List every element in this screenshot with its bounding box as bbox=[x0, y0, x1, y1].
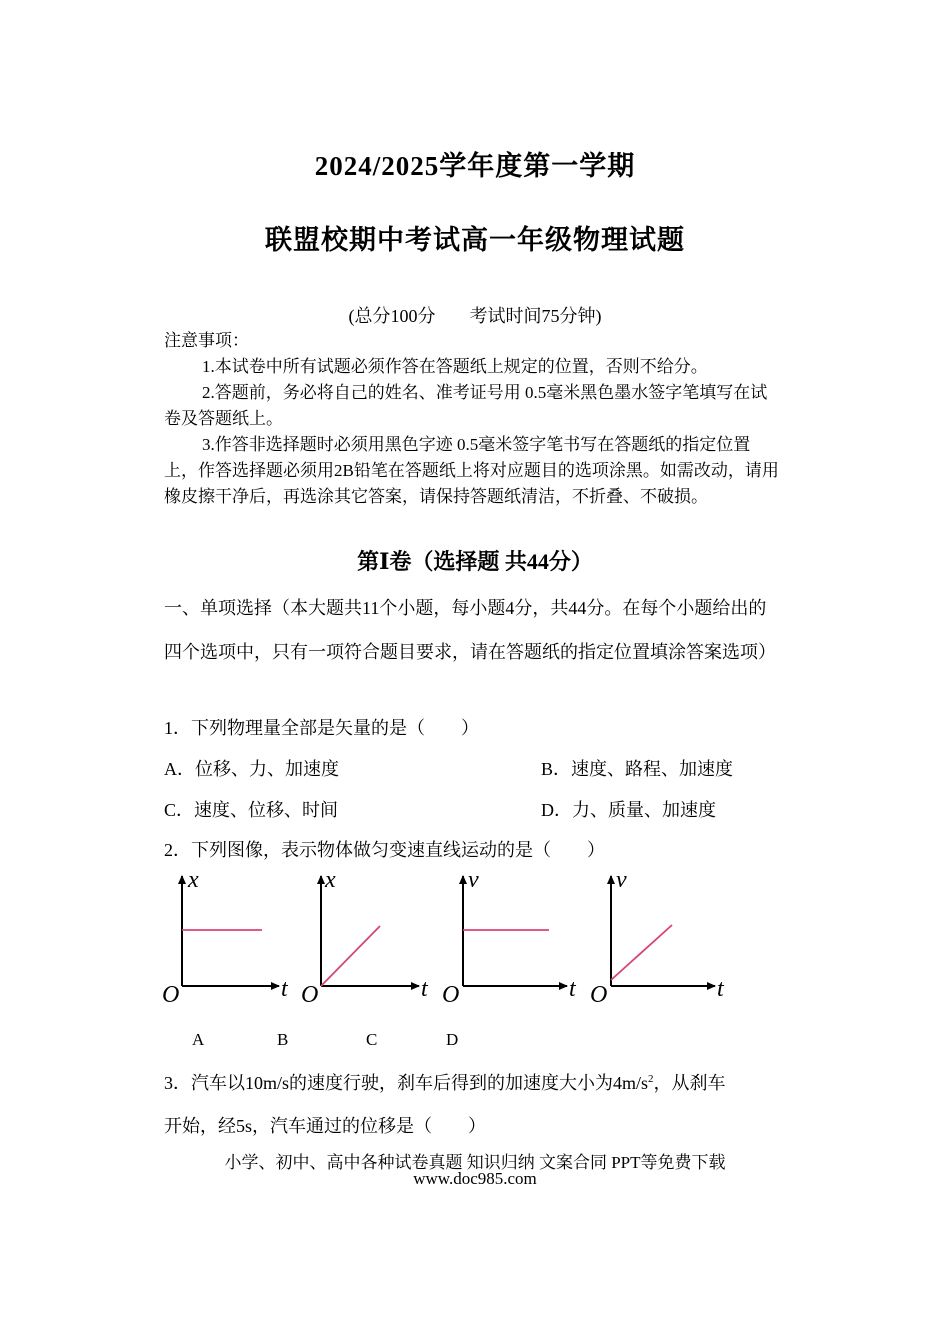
graph-label-d: D bbox=[446, 1030, 459, 1049]
graph-b-line bbox=[321, 926, 380, 986]
question-1-stem: 1．下列物理量全部是矢量的是（ ） bbox=[164, 718, 479, 738]
graph-b-x-label: t bbox=[421, 976, 428, 1002]
graph-a-origin: O bbox=[162, 982, 180, 1008]
graph-b bbox=[301, 868, 429, 1008]
footer-line2: www.doc985.com bbox=[413, 1169, 537, 1188]
graph-d-line bbox=[611, 925, 672, 980]
graph-c-x-label: t bbox=[569, 976, 576, 1002]
exam-title-line2: 联盟校期中考试高一年级物理试题 bbox=[265, 225, 685, 255]
graph-c bbox=[442, 868, 577, 1008]
graph-d-x-label: t bbox=[717, 976, 724, 1002]
question-3-stem-line2: 开始，经5s，汽车通过的位移是（ ） bbox=[164, 1116, 487, 1136]
question-3-stem-line1 bbox=[164, 1069, 726, 1095]
notes-heading: 注意事项： bbox=[164, 331, 249, 350]
exam-info bbox=[0, 302, 950, 328]
graph-d-y-label: v bbox=[616, 868, 627, 893]
question-1-option-b: B．速度、路程、加速度 bbox=[541, 759, 734, 779]
question-1-option-d: D．力、质量、加速度 bbox=[541, 800, 716, 820]
graph-label-c: C bbox=[366, 1030, 378, 1049]
graph-b-origin: O bbox=[301, 982, 319, 1008]
graph-a bbox=[162, 868, 289, 1008]
footer-line1: 小学、初中、高中各种试卷真题 知识归纳 文案合同 PPT等免费下载 bbox=[224, 1153, 726, 1172]
graph-d-origin: O bbox=[590, 982, 608, 1008]
question-2-stem: 2．下列图像，表示物体做匀变速直线运动的是（ ） bbox=[164, 840, 605, 860]
graph-label-a: A bbox=[192, 1030, 205, 1049]
question-3-text-b: ，从刹车 bbox=[653, 1073, 726, 1093]
question-3-text-a: 3．汽车以10m/s的速度行驶，刹车后得到的加速度大小为4m/s bbox=[164, 1073, 649, 1093]
note-item-3: 3.作答非选择题时必须用黑色字迹 0.5毫米签字笔书写在答题纸的指定位置上，作答选择题必须用2B铅笔在答题纸上将对应题目的选项涂黑。如需改动，请用橡皮擦干净后，再选涂其它答案，请保持答题纸清洁，不折叠、不破损。 bbox=[164, 435, 779, 506]
graph-label-b: B bbox=[277, 1030, 289, 1049]
graph-b-y-label: x bbox=[325, 868, 336, 893]
question-2-graphs bbox=[155, 868, 735, 1018]
question-1-option-a: A．位移、力、加速度 bbox=[164, 759, 339, 779]
exam-title-line1: 2024/2025学年度第一学期 bbox=[314, 151, 636, 181]
section-instruction: 一、单项选择（本大题共11个小题，每小题4分，共44分。在每个小题给出的四个选项中，只有一项符合题目要求，请在答题纸的指定位置填涂答案选项） bbox=[164, 598, 776, 662]
note-item-1: 1.本试卷中所有试题必须作答在答题纸上规定的位置，否则不给分。 bbox=[202, 357, 708, 376]
question-3-superscript: 2 bbox=[648, 1073, 654, 1085]
graph-a-x-label: t bbox=[281, 976, 288, 1002]
graph-c-origin: O bbox=[442, 982, 460, 1008]
total-score: (总分100分 bbox=[348, 306, 436, 326]
graph-d bbox=[590, 868, 725, 1008]
section-title: 第Ⅰ卷（选择题 共44分） bbox=[357, 549, 593, 574]
graph-a-y-label: x bbox=[188, 868, 199, 893]
note-item-2: 2.答题前，务必将自己的姓名、准考证号用 0.5毫米黑色墨水签字笔填写在试卷及答题纸上。 bbox=[164, 383, 768, 428]
question-1-option-c: C．速度、位移、时间 bbox=[164, 800, 339, 820]
graph-c-y-label: v bbox=[468, 868, 479, 893]
notes-block bbox=[164, 328, 784, 510]
exam-time: 考试时间75分钟) bbox=[469, 306, 602, 326]
